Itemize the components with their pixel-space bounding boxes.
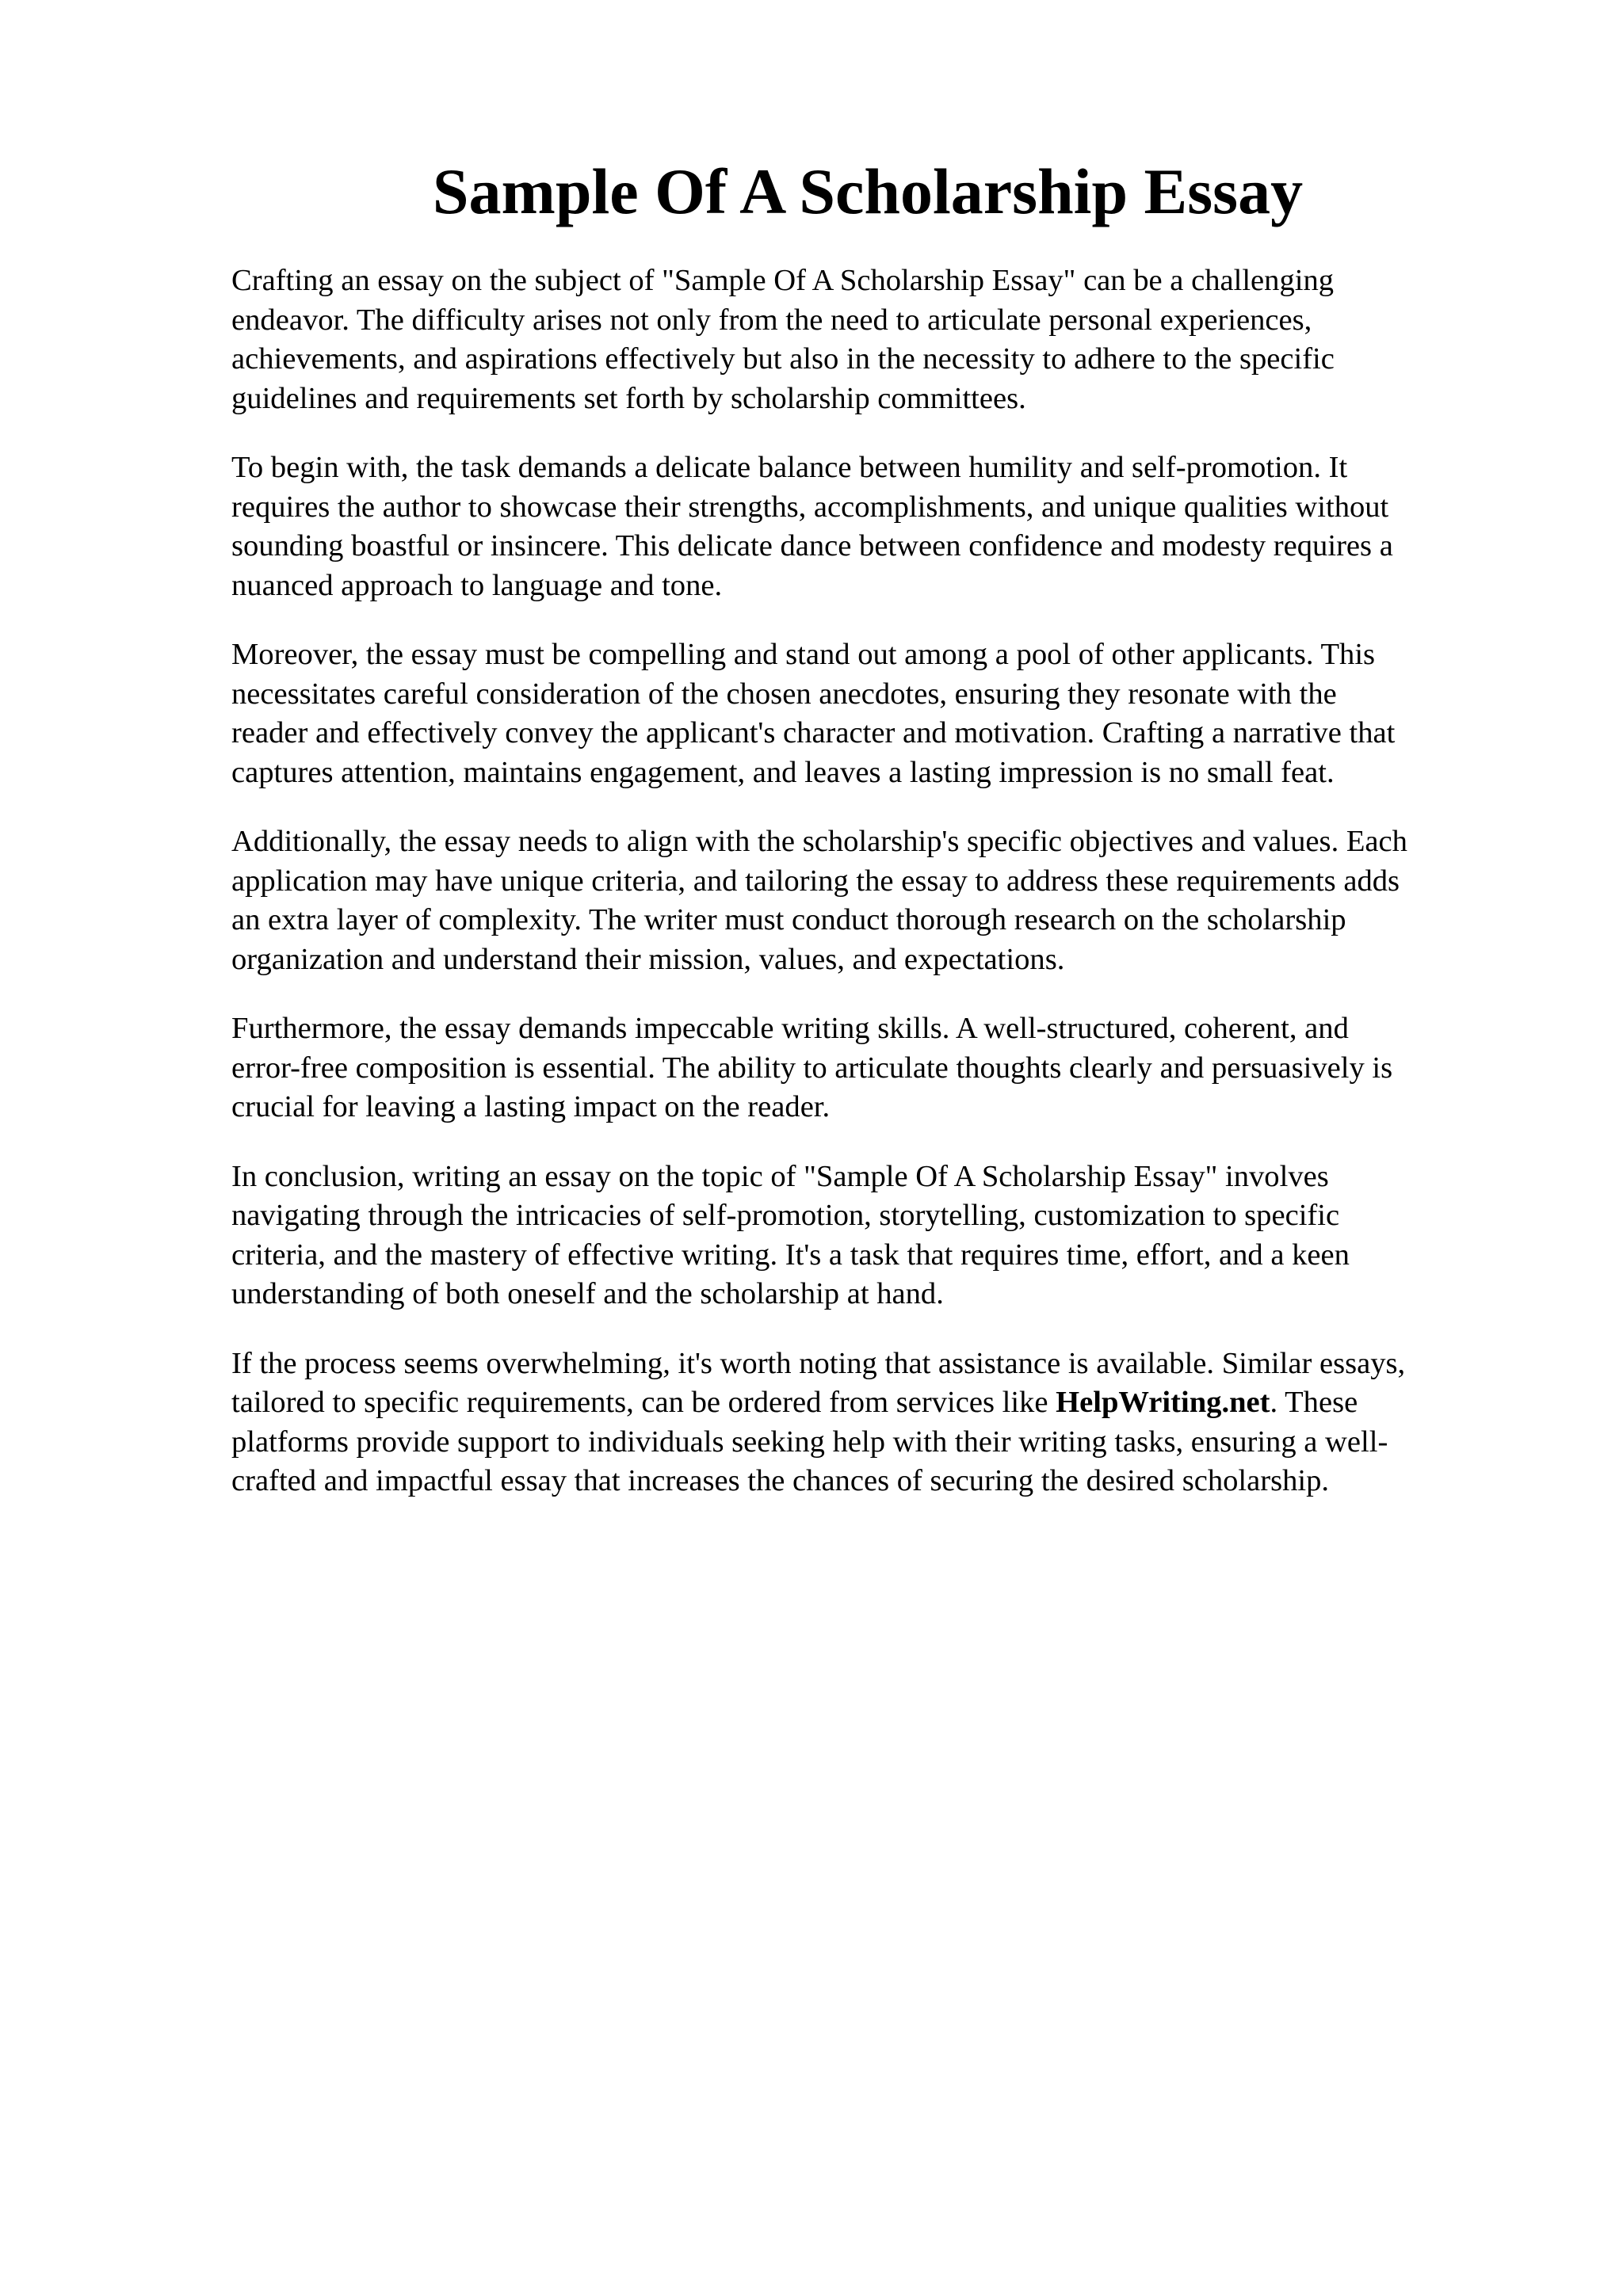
text-line: Moreover, the essay must be compelling and stand out among a pool of other applicants. This xyxy=(231,638,1376,671)
text-line: crafted and impactful essay that increases the chances of securing the desired scholarship. xyxy=(231,1464,1330,1497)
text-segment: . These xyxy=(1270,1386,1358,1419)
text-line: error-free composition is essential. The ability to articulate thoughts clearly and persuasively is xyxy=(231,1051,1393,1085)
text-line: endeavor. The difficulty arises not only from the need to articulate personal experiences, xyxy=(231,303,1312,337)
text-line: understanding of both oneself and the scholarship at hand. xyxy=(231,1277,944,1310)
paragraph-4 xyxy=(231,822,1515,979)
text-line: In conclusion, writing an essay on the topic of "Sample Of A Scholarship Essay" involves xyxy=(231,1159,1329,1193)
text-line: necessitates careful consideration of the chosen anecdotes, ensuring they resonate with the xyxy=(231,677,1337,711)
text-line: captures attention, maintains engagement, and leaves a lasting impression is no small feat. xyxy=(231,755,1335,789)
text-line: guidelines and requirements set forth by scholarship committees. xyxy=(231,381,1026,415)
paragraph-5 xyxy=(231,1009,1515,1127)
text-line: application may have unique criteria, and tailoring the essay to address these requirements adds xyxy=(231,864,1400,898)
paragraph-7 xyxy=(231,1344,1515,1501)
text-line: To begin with, the task demands a delicate balance between humility and self-promotion. It xyxy=(231,451,1348,484)
text-line-with-brand xyxy=(231,1383,1515,1423)
text-line: Additionally, the essay needs to align with the scholarship's specific objectives and values. Each xyxy=(231,825,1407,858)
document-title: Sample Of A Scholarship Essay xyxy=(432,155,1304,227)
text-line: an extra layer of complexity. The writer must conduct thorough research on the scholarship xyxy=(231,903,1346,936)
text-line: requires the author to showcase their strengths, accomplishments, and unique qualities without xyxy=(231,490,1389,524)
text-line: platforms provide support to individuals seeking help with their writing tasks, ensuring a well- xyxy=(231,1425,1388,1459)
text-line: nuanced approach to language and tone. xyxy=(231,568,723,602)
paragraph-6 xyxy=(231,1158,1515,1314)
text-line: Furthermore, the essay demands impeccable writing skills. A well-structured, coherent, and xyxy=(231,1012,1349,1045)
text-line: If the process seems overwhelming, it's worth noting that assistance is available. Similar essays, xyxy=(231,1346,1406,1380)
helpwriting-link[interactable]: HelpWriting.net xyxy=(1056,1386,1270,1419)
text-line: Crafting an essay on the subject of "Sample Of A Scholarship Essay" can be a challenging xyxy=(231,264,1335,297)
paragraph-2 xyxy=(231,448,1515,605)
paragraph-3 xyxy=(231,635,1515,792)
text-line: crucial for leaving a lasting impact on the reader. xyxy=(231,1090,831,1123)
text-segment: tailored to specific requirements, can be ordered from services like xyxy=(231,1386,1056,1419)
text-line: reader and effectively convey the applicant's character and motivation. Crafting a narrative that xyxy=(231,716,1396,749)
paragraph-1 xyxy=(231,261,1515,418)
text-line: achievements, and aspirations effectively but also in the necessity to adhere to the specific xyxy=(231,342,1335,376)
essay-body xyxy=(231,261,1515,1531)
text-line: organization and understand their mission, values, and expectations. xyxy=(231,942,1065,976)
text-line: sounding boastful or insincere. This delicate dance between confidence and modesty requires a xyxy=(231,529,1393,563)
text-line: criteria, and the mastery of effective writing. It's a task that requires time, effort, and a keen xyxy=(231,1238,1350,1272)
text-line: navigating through the intricacies of self-promotion, storytelling, customization to specific xyxy=(231,1199,1340,1232)
